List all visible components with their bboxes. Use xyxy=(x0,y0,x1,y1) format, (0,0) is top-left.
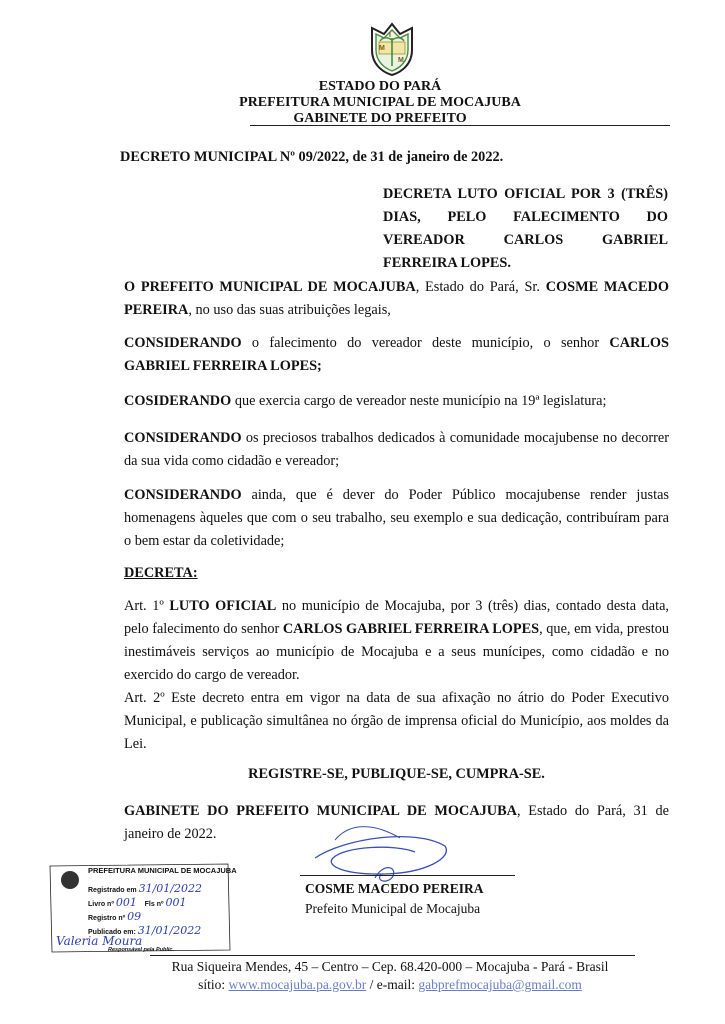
summary-line-last: FERREIRA LOPES. xyxy=(383,255,511,271)
crest-letter-right: M xyxy=(398,57,404,64)
summary-line: DECRETA LUTO OFICIAL POR 3 (TRÊS) xyxy=(383,186,668,202)
header-divider xyxy=(250,125,670,126)
footer-divider xyxy=(150,955,635,956)
considerando-2: COSIDERANDO que exercia cargo de vereador neste município na 19ª legislatura; xyxy=(124,393,607,409)
signatory-name: COSME MACEDO PEREIRA xyxy=(305,881,484,896)
stamp-responsible-signature: Valeria Moura xyxy=(56,934,143,948)
crest-letter-left: M xyxy=(379,45,385,52)
considerando-4: CONSIDERANDO ainda, que é dever do Poder Público mocajubense render justas homenagens àqueles que com o seu trabalho, seu exemplo e sua dedicação, contribuíram para o bem estar da coletividade; xyxy=(124,487,669,549)
decreta-heading: DECRETA: xyxy=(124,565,198,581)
signature-line xyxy=(300,875,515,876)
header-office: GABINETE DO PREFEITO xyxy=(293,111,467,126)
decree-summary xyxy=(383,183,668,252)
header-state: ESTADO DO PARÁ xyxy=(318,79,442,94)
summary-line: VEREADOR CARLOS GABRIEL xyxy=(383,232,668,248)
decree-title: DECRETO MUNICIPAL Nº 09/2022, de 31 de janeiro de 2022. xyxy=(120,149,504,165)
mayor-office-name: O PREFEITO MUNICIPAL DE MOCAJUBA xyxy=(124,279,416,295)
website-link[interactable]: www.mocajuba.pa.gov.br xyxy=(228,977,367,992)
footer-address: Rua Siqueira Mendes, 45 – Centro – Cep. 68.420-000 – Mocajuba - Pará - Brasil xyxy=(171,959,609,974)
stamp-registered-date: 31/01/2022 xyxy=(138,882,202,895)
crest-letter-top: I xyxy=(389,32,391,39)
mayor-name: COSME MACEDO PEREIRA xyxy=(124,279,669,318)
considerando-3: CONSIDERANDO os preciosos trabalhos dedicados à comunidade mocajubense no decorrer da sua vida como cidadão e vereador; xyxy=(124,430,669,469)
closing-formula: REGISTRE-SE, PUBLIQUE-SE, CUMPRA-SE. xyxy=(248,766,545,782)
municipal-crest-icon xyxy=(366,20,418,76)
registration-stamp: PREFEITURA MUNICIPAL DE MOCAJUBA Registrado em 31/01/2022 Livro nº 001 Fls nº 001 Registro nº 09 Publicado em: 31/01/2022 Valeria Moura Responsável pela Public. xyxy=(48,862,233,954)
footer-contact: sítio: www.mocajuba.pa.gov.br / e-mail: gabprefmocajuba@gmail.com xyxy=(198,977,582,992)
considerando-1: CONSIDERANDO o falecimento do vereador deste município, o senhor CARLOS GABRIEL FERREIRA LOPES; xyxy=(124,335,669,374)
summary-line: DIAS, PELO FALECIMENTO DO xyxy=(383,209,668,225)
stamp-title: PREFEITURA MUNICIPAL DE MOCAJUBA xyxy=(88,866,237,875)
signoff-paragraph: GABINETE DO PREFEITO MUNICIPAL DE MOCAJUBA, Estado do Pará, 31 de janeiro de 2022. xyxy=(124,803,669,842)
article-2: Art. 2º Este decreto entra em vigor na data de sua afixação no átrio do Poder Executivo Municipal, e publicação simultânea no órgão de imprensa oficial do Município, aos moldes da Lei. xyxy=(124,690,669,752)
header-prefecture: PREFEITURA MUNICIPAL DE MOCAJUBA xyxy=(239,95,521,110)
preamble-paragraph: O PREFEITO MUNICIPAL DE MOCAJUBA, Estado do Pará, Sr. COSME MACEDO PEREIRA, no uso das suas atribuições legais, xyxy=(124,279,669,318)
article-1: Art. 1º LUTO OFICIAL no município de Mocajuba, por 3 (três) dias, contado desta data, pelo falecimento do senhor CARLOS GABRIEL FERREIRA LOPES, que, em vida, prestou inestimáveis serviços ao município de Mocajuba e a seus munícipes, como cidadão e no exercido do cargo de vereador. xyxy=(124,598,670,683)
email-link[interactable]: gabprefmocajuba@gmail.com xyxy=(418,977,582,992)
signatory-title: Prefeito Municipal de Mocajuba xyxy=(305,901,481,916)
